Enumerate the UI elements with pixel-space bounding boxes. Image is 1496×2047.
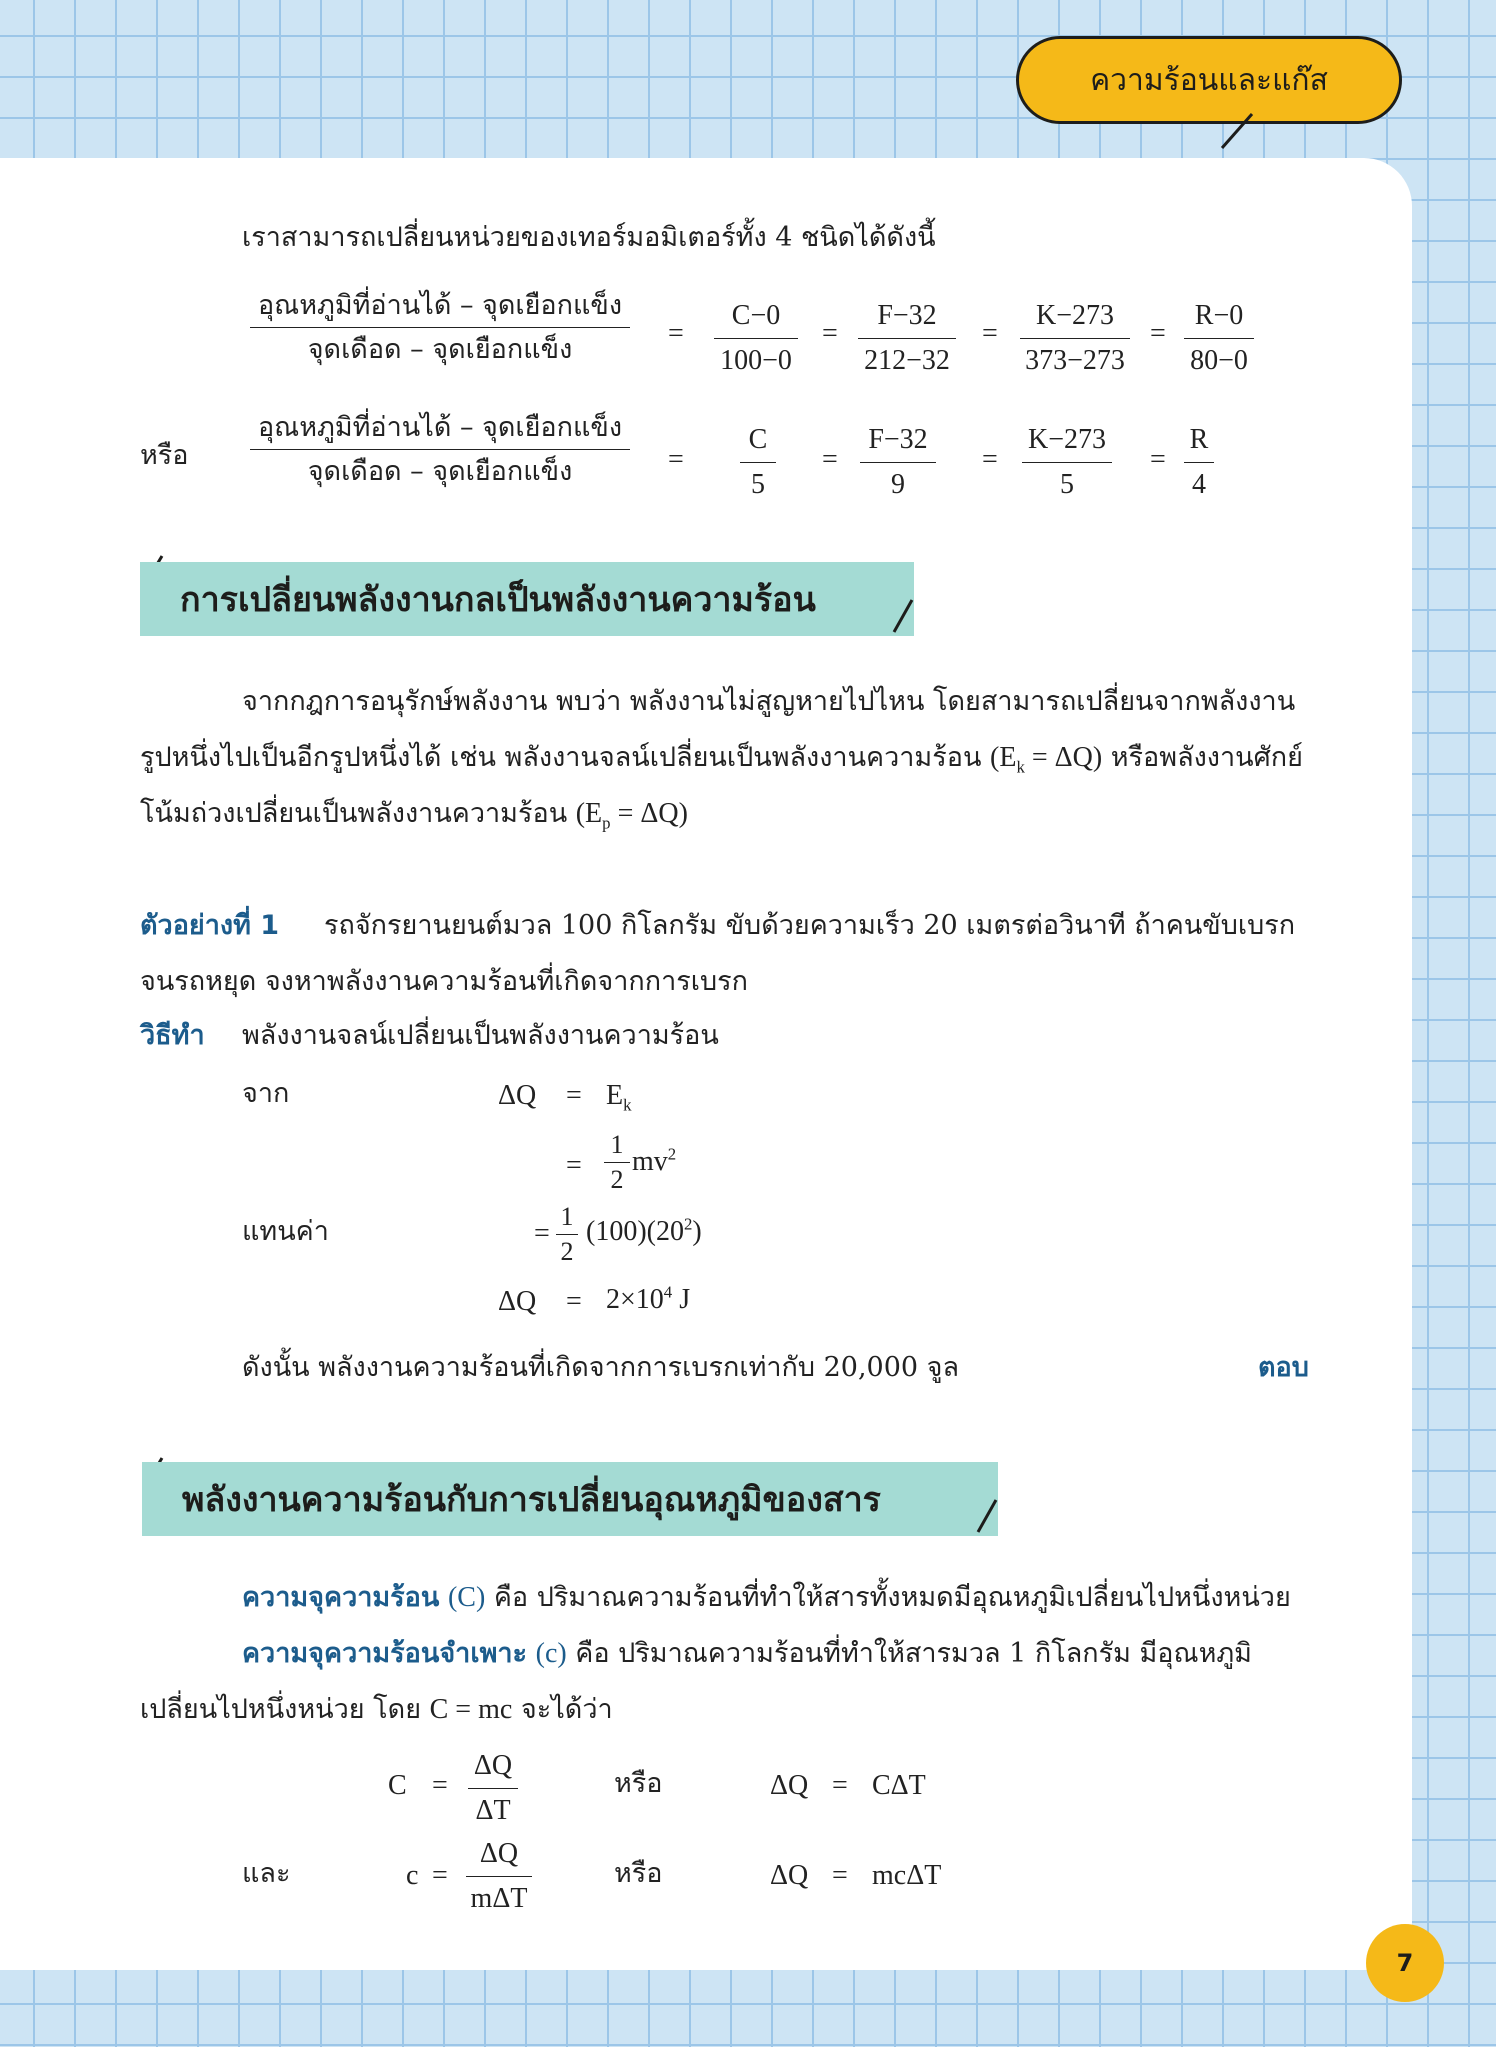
fraction-denominator: 9	[860, 462, 936, 499]
fraction-denominator: 100−0	[714, 338, 798, 375]
fraction-numerator: C	[748, 424, 768, 455]
specific-heat-fraction	[466, 1840, 532, 1913]
term-superscript: 2	[667, 1144, 677, 1164]
small-c-symbol: c	[406, 1860, 419, 1891]
fraction-numerator: อุณหภูมิที่อ่านได้ – จุดเยือกแข็ง	[257, 290, 623, 321]
and-label: และ	[242, 1858, 291, 1889]
paragraph-text: หรือพลังงานศักย์	[1102, 742, 1303, 773]
formula-part: (E	[575, 798, 603, 829]
example-text-line: จนรถหยุด จงหาพลังงานความร้อนที่เกิดจากการเบรก	[140, 966, 748, 997]
equals-sign: =	[832, 1770, 848, 1801]
equals-sign: =	[822, 318, 838, 349]
formula-c-equals-mc: C = mc	[429, 1694, 513, 1725]
one-half-fraction	[556, 1204, 578, 1265]
capital-c-symbol: C	[388, 1770, 407, 1801]
term-part: (100)(20	[586, 1216, 684, 1247]
fraction-numerator: C−0	[731, 300, 781, 331]
delta-q: ΔQ	[770, 1860, 809, 1891]
formula-subscript: p	[602, 813, 611, 833]
kinetic-energy-formula	[990, 742, 1103, 777]
kinetic-energy-symbol	[606, 1080, 632, 1115]
heading-slash-decoration	[890, 598, 916, 634]
paragraph-text: โน้มถ่วงเปลี่ยนเป็นพลังงานความร้อน	[140, 798, 576, 829]
fraction-denominator: mΔT	[466, 1876, 532, 1913]
paragraph-line	[140, 798, 688, 833]
definition-text: คือ ปริมาณความร้อนที่ทำให้สารมวล 1 กิโลกรัม มีอุณหภูมิ	[566, 1638, 1252, 1669]
fahrenheit-fraction-2	[860, 426, 936, 499]
potential-energy-formula	[575, 798, 688, 833]
chapter-title: ความร้อนและแก๊ส	[1090, 62, 1328, 98]
conclusion-text: ดังนั้น พลังงานความร้อนที่เกิดจากการเบรกเท่ากับ 20,000 จูล	[242, 1352, 960, 1383]
or-label: หรือ	[140, 440, 189, 471]
fraction-numerator: K−273	[1035, 300, 1114, 331]
fraction-denominator: 373−273	[1020, 338, 1130, 375]
fraction-denominator: จุดเดือด – จุดเยือกแข็ง	[250, 327, 630, 363]
term-heat-capacity: ความจุความร้อน	[242, 1582, 440, 1613]
mv-squared	[632, 1144, 677, 1177]
equals-sign: =	[432, 1770, 448, 1801]
page-number-badge	[1366, 1924, 1444, 2002]
fraction-numerator: F−32	[877, 300, 937, 331]
example-text-line: รถจักรยานยนต์มวล 100 กิโลกรัม ขับด้วยความเร็ว 20 เมตรต่อวินาที ถ้าคนขับเบรก	[324, 910, 1296, 941]
heading-slash-decoration	[974, 1498, 1000, 1534]
paragraph-text: รูปหนึ่งไปเป็นอีกรูปหนึ่งได้ เช่น พลังงานจลน์เปลี่ยนเป็นพลังงานความร้อน	[140, 742, 990, 773]
fraction-numerator: 1	[610, 1130, 624, 1159]
answer-label: ตอบ	[1258, 1352, 1309, 1383]
term-part: )	[692, 1216, 702, 1247]
equals-sign: =	[832, 1860, 848, 1891]
fraction-numerator: ΔQ	[473, 1750, 513, 1781]
formula-part: (E	[990, 742, 1017, 773]
fraction-numerator: K−273	[1027, 424, 1106, 455]
heat-capacity-fraction	[468, 1752, 518, 1825]
heat-formula-result: mcΔT	[872, 1860, 942, 1891]
formula-part: = ΔQ)	[610, 798, 688, 829]
delta-q: ΔQ	[498, 1080, 537, 1111]
symbol-subscript: k	[623, 1095, 632, 1115]
section-heading-heat-and-temperature	[142, 1462, 998, 1536]
symbol-part: E	[606, 1080, 624, 1111]
equals-sign: =	[1150, 318, 1166, 349]
method-label: วิธีทำ	[140, 1020, 205, 1051]
term-part: J	[672, 1284, 691, 1315]
equals-sign: =	[982, 318, 998, 349]
fraction-numerator: F−32	[868, 424, 928, 455]
symbol-specific-heat: (c)	[535, 1638, 567, 1669]
fraction-numerator: R−0	[1194, 300, 1244, 331]
equals-sign: =	[1150, 444, 1166, 475]
conversion-left-fraction-2	[250, 414, 630, 485]
from-label: จาก	[242, 1078, 290, 1109]
chapter-tab-tail	[1200, 112, 1260, 152]
specific-heat-definition	[242, 1640, 1252, 1668]
conversion-intro: เราสามารถเปลี่ยนหน่วยของเทอร์มอมิเตอร์ทั้ง 4 ชนิดได้ดังนี้	[242, 222, 936, 253]
definition-text: คือ ปริมาณความร้อนที่ทำให้สารทั้งหมดมีอุณหภูมิเปลี่ยนไปหนึ่งหน่วย	[485, 1582, 1291, 1613]
celsius-fraction-1	[714, 302, 798, 375]
fraction-denominator: ΔT	[468, 1788, 518, 1825]
fraction-numerator: R	[1189, 424, 1209, 455]
section-heading-mechanical-to-heat	[140, 562, 914, 636]
fraction-denominator: 5	[1022, 462, 1112, 499]
fahrenheit-fraction-1	[858, 302, 956, 375]
formula-subscript: k	[1016, 757, 1025, 777]
section-title: พลังงานความร้อนกับการเปลี่ยนอุณหภูมิของสาร	[182, 1480, 881, 1520]
paragraph-line: จากกฎการอนุรักษ์พลังงาน พบว่า พลังงานไม่สูญหายไปไหน โดยสามารถเปลี่ยนจากพลังงาน	[242, 686, 1296, 717]
page-number: 7	[1396, 1949, 1414, 1977]
equals-sign: =	[566, 1080, 582, 1111]
paragraph-text: เปลี่ยนไปหนึ่งหน่วย โดย	[140, 1694, 430, 1725]
fraction-numerator: 1	[560, 1202, 574, 1231]
term-part: 2×10	[606, 1284, 664, 1315]
heat-capacity-definition	[242, 1584, 1291, 1612]
equals-sign: =	[668, 444, 684, 475]
or-label: หรือ	[614, 1858, 663, 1889]
substitute-label: แทนค่า	[242, 1216, 329, 1247]
celsius-fraction-2	[740, 426, 776, 499]
section-title: การเปลี่ยนพลังงานกลเป็นพลังงานความร้อน	[180, 580, 816, 620]
conversion-left-fraction-1	[250, 292, 630, 363]
fraction-numerator: อุณหภูมิที่อ่านได้ – จุดเยือกแข็ง	[257, 412, 623, 443]
term-part: mv	[632, 1146, 668, 1177]
paragraph-line	[140, 742, 1303, 777]
result-value	[606, 1282, 691, 1315]
delta-q: ΔQ	[770, 1770, 809, 1801]
delta-q: ΔQ	[498, 1286, 537, 1317]
fraction-numerator: ΔQ	[479, 1838, 519, 1869]
fraction-denominator: 212−32	[858, 338, 956, 375]
reaumur-fraction-1	[1184, 302, 1254, 375]
one-half-fraction	[604, 1132, 630, 1193]
fraction-denominator: 2	[556, 1234, 578, 1265]
term-superscript: 4	[663, 1282, 673, 1302]
equals-sign: =	[534, 1218, 550, 1249]
method-text: พลังงานจลน์เปลี่ยนเป็นพลังงานความร้อน	[242, 1020, 719, 1051]
equals-sign: =	[566, 1150, 582, 1181]
equals-sign: =	[668, 318, 684, 349]
fraction-denominator: 4	[1184, 462, 1214, 499]
fraction-denominator: จุดเดือด – จุดเยือกแข็ง	[250, 449, 630, 485]
term-specific-heat: ความจุความร้อนจำเพาะ	[242, 1638, 528, 1669]
fraction-denominator: 80−0	[1184, 338, 1254, 375]
equals-sign: =	[432, 1860, 448, 1891]
equals-sign: =	[822, 444, 838, 475]
chapter-tab	[1016, 36, 1402, 124]
symbol-heat-capacity: (C)	[447, 1582, 486, 1613]
fraction-denominator: 5	[740, 462, 776, 499]
example-label: ตัวอย่างที่ 1	[140, 910, 280, 941]
equals-sign: =	[566, 1286, 582, 1317]
kelvin-fraction-1	[1020, 302, 1130, 375]
formula-part: = ΔQ)	[1024, 742, 1103, 773]
fraction-denominator: 2	[604, 1162, 630, 1193]
heat-formula-result: CΔT	[872, 1770, 926, 1801]
substituted-values	[586, 1214, 702, 1247]
reaumur-fraction-2	[1184, 426, 1214, 499]
term-superscript: 2	[683, 1214, 693, 1234]
or-label: หรือ	[614, 1768, 663, 1799]
paragraph-text: จะได้ว่า	[512, 1694, 613, 1725]
equals-sign: =	[982, 444, 998, 475]
paragraph-line	[140, 1696, 613, 1724]
kelvin-fraction-2	[1022, 426, 1112, 499]
